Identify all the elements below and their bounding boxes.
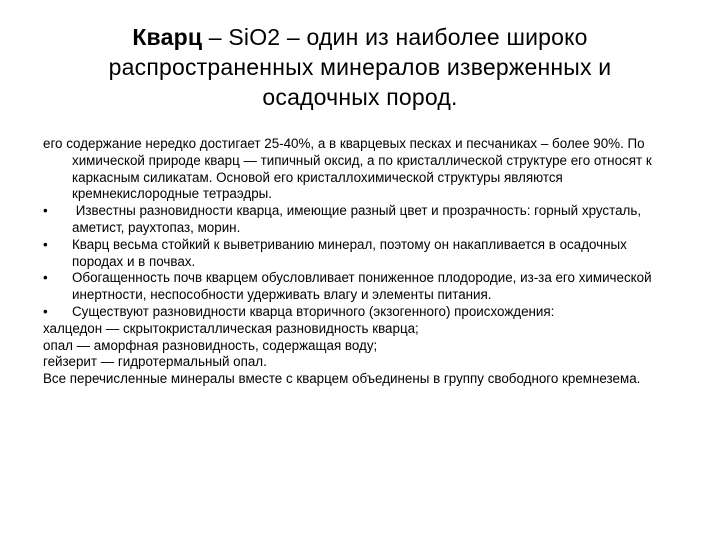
title-line-3: осадочных пород. — [262, 84, 458, 110]
title-keyword: Кварц — [132, 24, 203, 50]
bullet-item-varieties — [43, 203, 679, 237]
intro-paragraph: его содержание нередко достигает 25-40%, а в кварцевых песках и песчаниках – более 90%. По химической природе кварц — типичный оксид, а по кристаллической структуре его относят к каркасным силикатам. Основой его кристаллохимической структуры являются кремнекислородные тетраэдры. — [43, 136, 652, 202]
title-line-1 — [40, 22, 680, 52]
halcedon-line: халцедон — скрытокристаллическая разновидность кварца; — [43, 320, 419, 336]
opal-line: опал — аморфная разновидность, содержащая воду; — [43, 337, 378, 353]
bullet-text: Кварц весьма стойкий к выветриванию минерал, поэтому он накапливается в осадочных породах и в почвах. — [72, 236, 627, 269]
bullet-marker: • — [43, 203, 48, 219]
title-line-2: распространенных минералов изверженных и — [108, 54, 612, 80]
title-line-1-rest: – SiO2 – один из наиболее широко — [202, 24, 588, 50]
bullet-item-secondary — [43, 304, 679, 321]
bullet-text: Существуют разновидности кварца вторичного (экзогенного) происхождения: — [72, 303, 555, 319]
bullet-marker: • — [43, 303, 48, 319]
bullet-item-weathering — [43, 237, 679, 271]
bullet-text: Известны разновидности кварца, имеющие разный цвет и прозрачность: горный хрусталь, аметист, раухтопаз, морин. — [72, 203, 642, 235]
bullet-marker: • — [43, 236, 48, 252]
conclusion-paragraph: Все перечисленные минералы вместе с кварцем объединены в группу свободного кремнезема. — [43, 371, 641, 387]
slide-body — [43, 136, 679, 388]
slide-title — [40, 22, 680, 112]
bullet-text: Обогащенность почв кварцем обусловливает пониженное плодородие, из-за его химической инертности, неспособности удерживать влагу и элементы питания. — [72, 270, 652, 303]
bullet-item-soil — [43, 270, 679, 304]
geyserite-line: гейзерит — гидротермальный опал. — [43, 354, 267, 370]
bullet-marker: • — [43, 270, 48, 286]
